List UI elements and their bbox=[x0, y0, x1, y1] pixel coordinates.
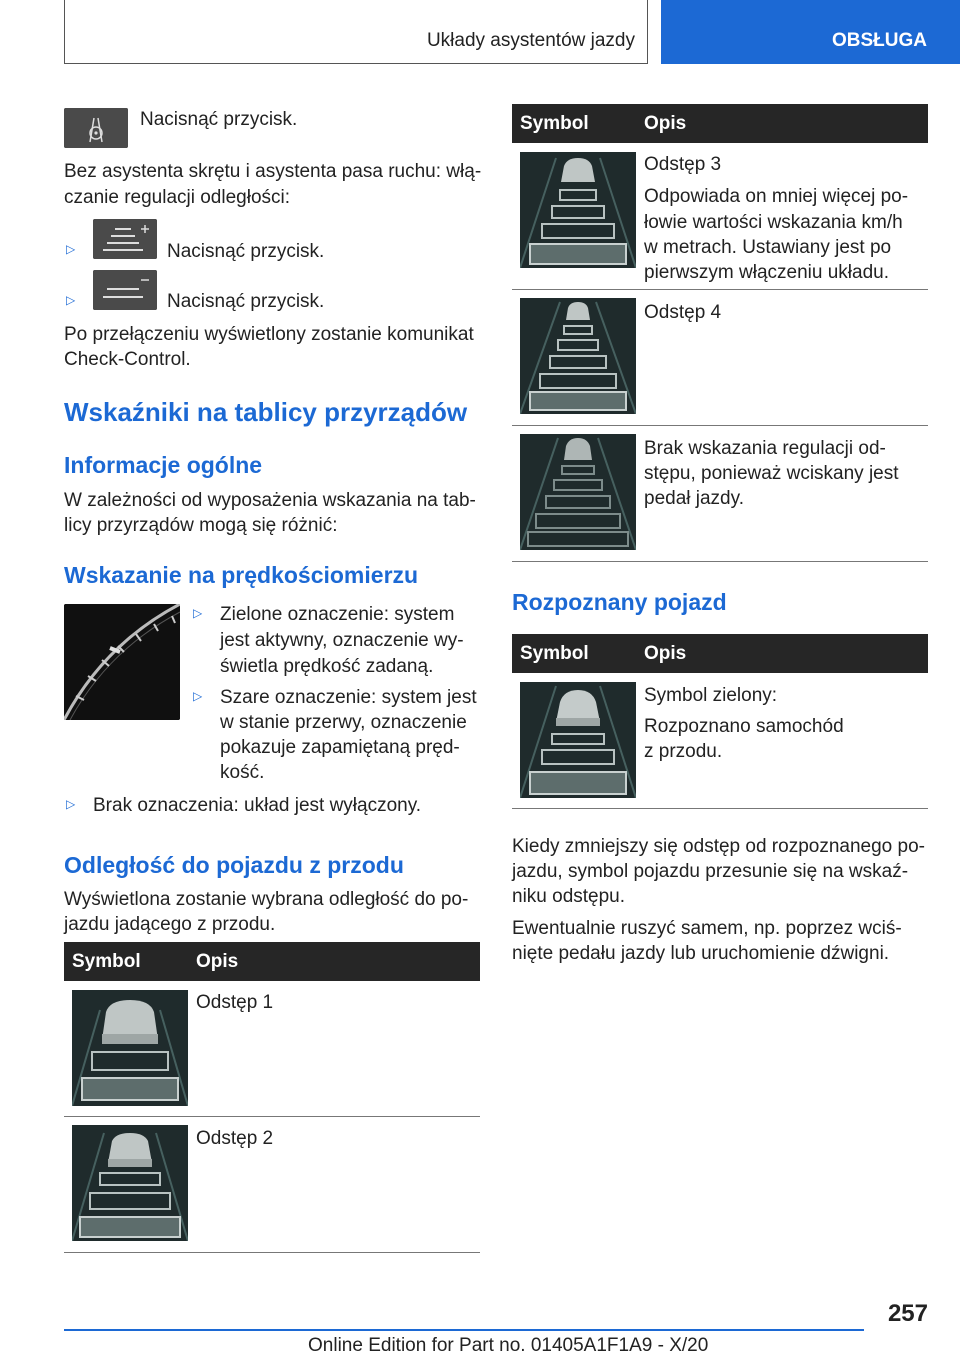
general-line-2: licy przyrządów mogą się różnić: bbox=[64, 515, 338, 536]
table-header bbox=[64, 942, 480, 981]
table-header bbox=[512, 634, 928, 673]
table-header bbox=[512, 104, 928, 143]
detected-vehicle-symbol bbox=[520, 682, 636, 798]
row-divider bbox=[512, 561, 928, 562]
distance-3-symbol bbox=[520, 152, 636, 268]
detected-label: Symbol zielony: bbox=[644, 685, 778, 706]
speedometer-image bbox=[64, 604, 180, 720]
row-divider bbox=[64, 1116, 480, 1117]
bullet-triangle-icon: ▷ bbox=[193, 689, 203, 703]
press-button-plus-text: Nacisnąć przycisk. bbox=[167, 241, 325, 262]
intro-line-2: czanie regulacji odległości: bbox=[64, 187, 291, 208]
para2-line-1: Ewentualnie ruszyć samem, np. poprzez wciś- bbox=[512, 918, 902, 939]
bullet-grey-line-1: Szare oznaczenie: system jest bbox=[220, 687, 477, 708]
para1-line-1: Kiedy zmniejszy się odstęp od rozpoznanego po- bbox=[512, 836, 925, 857]
bullet-grey-line-2: w stanie przerwy, oznaczenie bbox=[220, 712, 467, 733]
no-distance-symbol bbox=[520, 434, 636, 550]
heading-distance: Odległość do pojazdu z przodu bbox=[64, 852, 404, 878]
tab-label: OBSŁUGA bbox=[832, 30, 927, 51]
distance-3-text-2: łowie wartości wskazania km/h bbox=[644, 212, 903, 233]
distance-3-text-3: w metrach. Ustawiany jest po bbox=[644, 237, 892, 258]
distance-4-label: Odstęp 4 bbox=[644, 302, 722, 323]
bullet-grey-line-3: pokazuje zapamiętaną pręd- bbox=[220, 737, 460, 758]
bullet-green-line-2: jest aktywny, oznaczenie wy- bbox=[220, 630, 464, 651]
distance-4-symbol bbox=[520, 298, 636, 414]
distance-2-symbol bbox=[72, 1125, 188, 1241]
tab-obsluga[interactable] bbox=[661, 0, 960, 64]
para1-line-2: jazdu, symbol pojazdu przesunie się na wskaź- bbox=[512, 861, 909, 882]
col-description: Opis bbox=[196, 951, 239, 972]
intro-line-1: Bez asystenta skrętu i asystenta pasa ruchu: włą- bbox=[64, 161, 482, 182]
bullet-triangle-icon: ▷ bbox=[66, 797, 76, 811]
steering-assist-button-icon bbox=[64, 108, 128, 148]
col-symbol: Symbol bbox=[520, 113, 589, 134]
general-line-1: W zależności od wyposażenia wskazania na tab- bbox=[64, 490, 476, 511]
bullet-triangle-icon: ▷ bbox=[66, 242, 76, 256]
no-distance-text-1: Brak wskazania regulacji od- bbox=[644, 438, 886, 459]
after-switch-line-2: Check-Control. bbox=[64, 349, 191, 370]
bullet-grey-line-4: kość. bbox=[220, 762, 265, 783]
detected-text-1: Rozpoznano samochód bbox=[644, 716, 844, 737]
heading-speedometer: Wskazanie na prędkościomierzu bbox=[64, 562, 419, 588]
col-description: Opis bbox=[644, 113, 687, 134]
row-divider bbox=[64, 1252, 480, 1253]
distance-3-text-4: pierwszym włączeniu układu. bbox=[644, 262, 889, 283]
bullet-triangle-icon: ▷ bbox=[193, 606, 203, 620]
bullet-triangle-icon: ▷ bbox=[66, 293, 76, 307]
distance-increase-button-icon bbox=[93, 219, 157, 259]
bullet-green-line-1: Zielone oznaczenie: system bbox=[220, 604, 455, 625]
col-symbol: Symbol bbox=[72, 951, 141, 972]
row-divider bbox=[512, 425, 928, 426]
press-button-text: Nacisnąć przycisk. bbox=[140, 109, 298, 130]
distance-decrease-button-icon bbox=[93, 270, 157, 310]
no-distance-text-3: pedał jazdy. bbox=[644, 488, 744, 509]
col-symbol: Symbol bbox=[520, 643, 589, 664]
no-distance-text-2: stępu, ponieważ wciskany jest bbox=[644, 463, 899, 484]
distance-line-1: Wyświetlona zostanie wybrana odległość do po- bbox=[64, 889, 469, 910]
row-divider bbox=[512, 808, 928, 809]
col-description: Opis bbox=[644, 643, 687, 664]
para1-line-3: niku odstępu. bbox=[512, 886, 626, 907]
distance-3-text-1: Odpowiada on mniej więcej po- bbox=[644, 186, 909, 207]
distance-line-2: jazdu jadącego z przodu. bbox=[64, 914, 276, 935]
after-switch-line-1: Po przełączeniu wyświetlony zostanie komunikat bbox=[64, 324, 474, 345]
distance-3-label: Odstęp 3 bbox=[644, 154, 722, 175]
heading-general: Informacje ogólne bbox=[64, 452, 263, 478]
section-title: Układy asystentów jazdy bbox=[426, 30, 635, 51]
heading-detected-vehicle: Rozpoznany pojazd bbox=[512, 589, 727, 615]
page-number: 257 bbox=[887, 1300, 928, 1327]
para2-line-2: nięte pedału jazdy lub uruchomienie dźwigni. bbox=[512, 943, 890, 964]
press-button-minus-text: Nacisnąć przycisk. bbox=[167, 291, 325, 312]
bullet-none-text: Brak oznaczenia: układ jest wyłączony. bbox=[93, 795, 422, 816]
distance-2-label: Odstęp 2 bbox=[196, 1128, 274, 1149]
footer-divider bbox=[64, 1329, 864, 1331]
detected-text-2: z przodu. bbox=[644, 741, 723, 762]
row-divider bbox=[512, 289, 928, 290]
distance-1-symbol bbox=[72, 990, 188, 1106]
header-frame bbox=[64, 0, 648, 64]
heading-indicators: Wskaźniki na tablicy przyrządów bbox=[64, 397, 468, 427]
distance-1-label: Odstęp 1 bbox=[196, 992, 274, 1013]
edition-text: Online Edition for Part no. 01405A1F1A9 - X/20 bbox=[308, 1335, 709, 1356]
bullet-green-line-3: świetla prędkość zadaną. bbox=[220, 656, 434, 677]
